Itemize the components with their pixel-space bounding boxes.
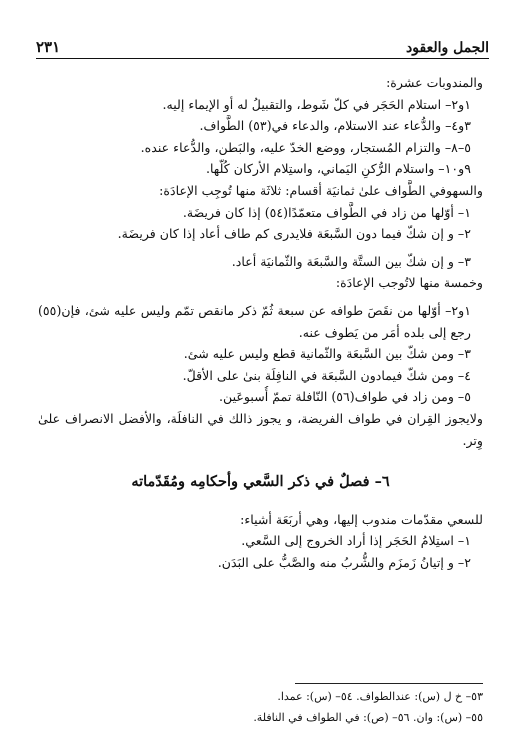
text-line: ١– استِلامُ الحَجَر إذا أراد الخروج إلى السَّعي. [241, 533, 471, 549]
footnote-divider [295, 683, 483, 684]
text-line: ٢– و إن شكّ فيما دون السَّبعَة فلايدرى كم طاف أعاد إذا كان فريضَة. [117, 226, 471, 242]
footnote-line: ٥٣– خ ل (س): عندالطواف. ٥٤– (س): عمدا. [277, 690, 483, 703]
section-heading: ٦– فصلٌ في ذكر السَّعي وأحكامِه ومُقَدّماته [131, 473, 390, 491]
text-line: ١و٢– أوّلها من نقَصَ طوافه عن سبعة ثُمّ ذكر مانقص تمّم وليس عليه شئ، فإن(٥٥) رجع إلى بلده أمَر من يَطوف عنه. [38, 302, 471, 340]
text-line: ٢– و إتيانُ زَمزَم والشُّربُ منه والصَّبُّ على البَدَن. [217, 554, 471, 570]
text-line: ولايجوز القِران في طواف الفريضة، و يجوز ذالك في النافلَة، والأفضل الانصراف علىٰ وِتر. [38, 410, 483, 448]
text-line: ٩و١٠– واستلام الرُّكنِ اليَماني، واستِلام الأركان كُلّها. [205, 161, 471, 177]
footnote-line: ٥٥– (س): وان. ٥٦– (ص): في الطواف في النافلة. [253, 711, 483, 724]
text-line: وخمسة منها لاتُوجب الإعادَة: [335, 275, 483, 291]
text-line: ٣– و إن شكّ بين الستَّة والسَّبعَة والثّمانيَة أعاد. [231, 253, 471, 269]
text-line: ١– أوّلها من زاد في الطَّواف متعمّدًا(٥٤) إذا كان فريضَة. [182, 204, 471, 220]
text-line: والسهوفي الطَّواف علىٰ ثمانيَة أقسام: ثلاثَة منها تُوجِب الإعادَة: [159, 182, 483, 198]
text-line: ٤– ومن شكّ فيمادون السَّبعَة في النافِلَة بنىٰ على الأقلّ. [182, 367, 471, 383]
footnotes [38, 686, 483, 728]
text-line: والمندوبات عشرة: [386, 75, 483, 90]
text-line: ٣و٤– والدُّعاء عند الاستلام، والدعاء في(٥٣) الطَّواف. [199, 118, 471, 134]
page-number: ٢٣١ [36, 38, 61, 56]
page-header [36, 34, 489, 59]
text-line: ٥– ومن زاد في طواف(٥٦) النّافلة تممّ أُسبوعَين. [218, 389, 471, 405]
main-text [38, 72, 483, 573]
text-line: ١و٢– استلام الحَجَر في كلّ شَوط، والتقبيلُ له أو الإيماء إليه. [162, 96, 471, 112]
text-line: للسعي مقدّمات مندوب إليها، وهي أربَعَة أشياء: [240, 511, 483, 527]
running-title: الجمل والعقود [406, 40, 489, 56]
text-line: ٣– ومن شكّ بين السَّبعَة والثّمانية قطع وليس عليه شئ. [183, 346, 471, 362]
text-line: ٥–٨– والتزام المُستجار، ووضع الخدّ عليه، والبَطن، والدُّعاء عنده. [140, 139, 471, 155]
